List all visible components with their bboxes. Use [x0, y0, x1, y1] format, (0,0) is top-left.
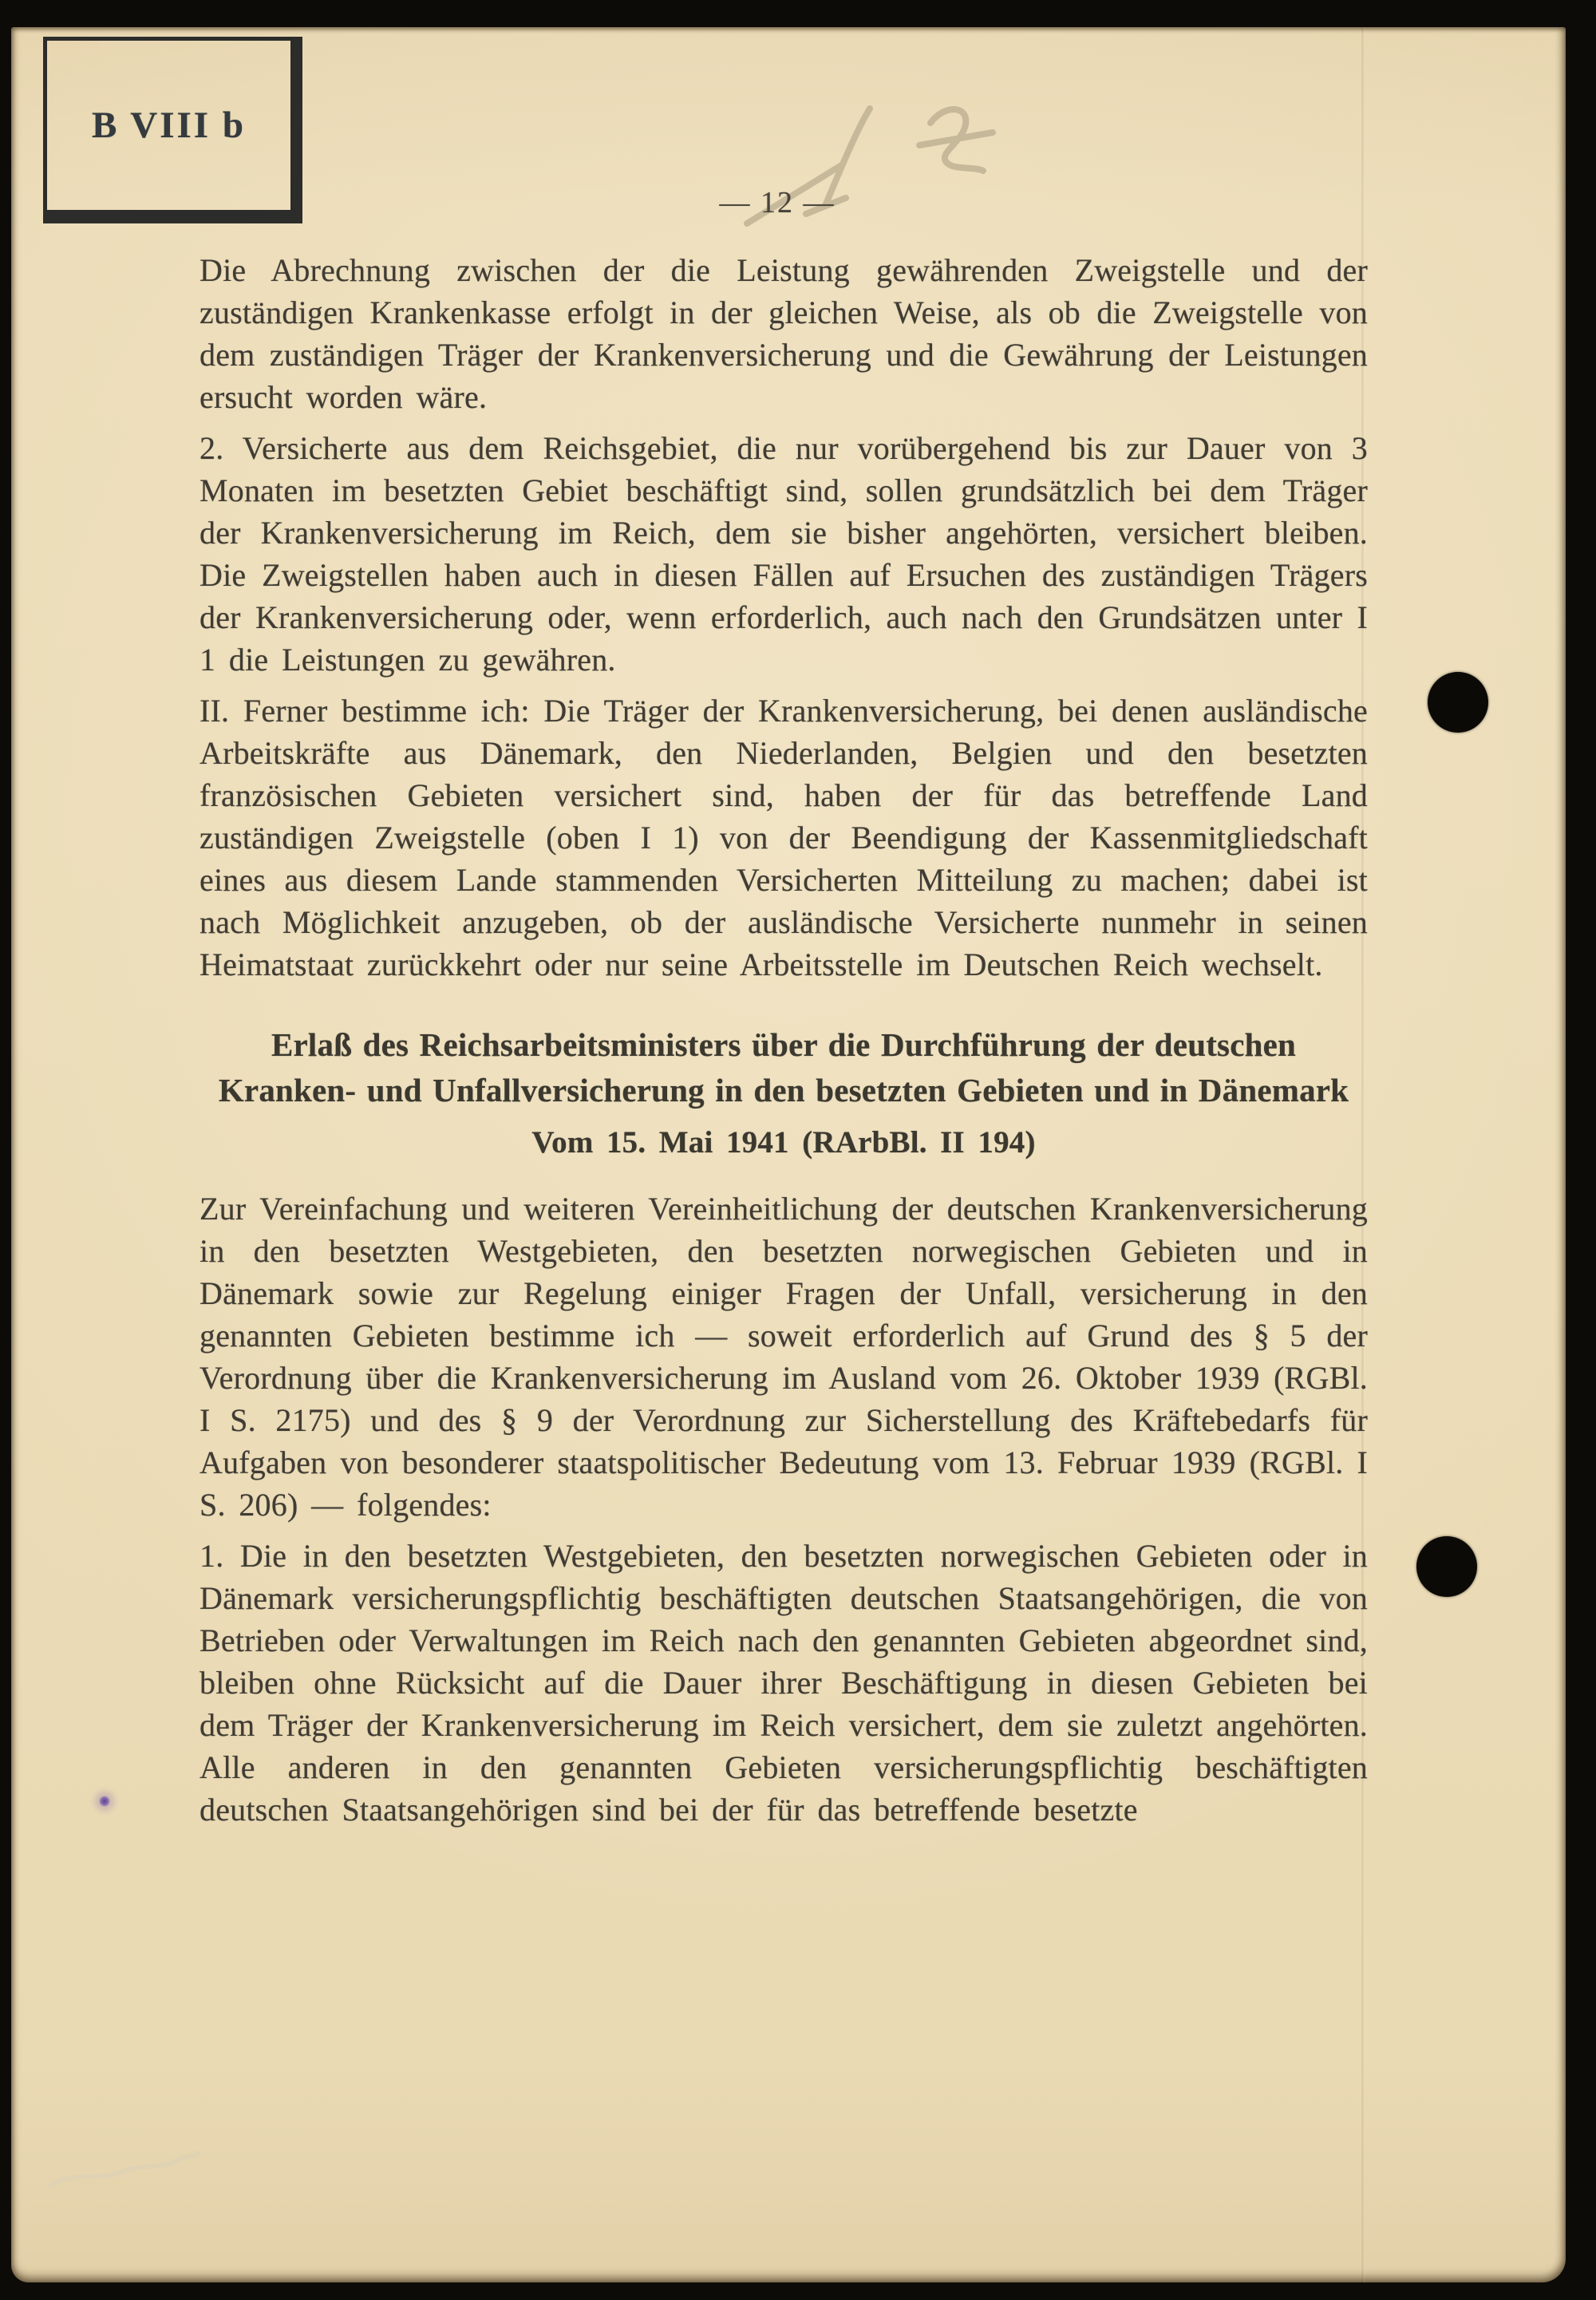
document-body	[200, 249, 1368, 1840]
paragraph-section-ii: II. Ferner bestimme ich: Die Träger der Krankenversicherung, bei denen ausländische Arbeitskräfte aus Dänemark, den Niederlanden, Belgien und den besetzten französischen Gebieten versichert sind, haben der für das betreffende Land zuständigen Zweigstelle (oben I 1) von der Beendigung der Kassenmitgliedschaft eines aus diesem Lande stammenden Versicherten Mitteilung zu machen; dabei ist nach Möglichkeit anzugeben, ob der ausländische Versicherte nunmehr in seinen Heimatstaat zurückkehrt oder nur seine Arbeitsstelle im Deutschen Reich wechselt.	[200, 693, 1368, 982]
decree-heading: Erlaß des Reichsarbeitsministers über die Durchführung der deutschen Kranken- und Unfallversicherung in den besetzten Gebieten und in Dänemark	[218, 1026, 1349, 1109]
paragraph-intro: Zur Vereinfachung und weiteren Vereinheitlichung der deutschen Krankenversicherung in den besetzten Westgebieten, den besetzten norwegischen Gebieten und in Dänemark sowie zur Regelung einiger Fragen der Unfall, versicherung in den genannten Gebieten bestimme ich — soweit erforderlich auf Grund des § 5 der Verordnung über die Krankenversicherung im Ausland vom 26. Oktober 1939 (RGBl. I S. 2175) und des § 9 der Verordnung zur Sicherstellung des Kräftebedarfs für Aufgaben von besonderer staatspolitischer Bedeutung vom 13. Februar 1939 (RGBl. I S. 206) — folgendes:	[200, 1191, 1368, 1523]
pencil-annotation	[729, 72, 1065, 255]
paragraph-item-2: 2. Versicherte aus dem Reichsgebiet, die nur vorübergehend bis zur Dauer von 3 Monaten im besetzten Gebiet beschäftigt sind, sollen grundsätzlich bei dem Träger der Krankenversicherung im Reich, dem sie bisher angehörten, versichert bleiben. Die Zweigstellen haben auch in diesen Fällen auf Ersuchen des zuständigen Trägers der Krankenversicherung oder, wenn erforderlich, auch nach den Grundsätzen unter I 1 die Leistungen zu gewähren.	[200, 430, 1368, 678]
document-page	[11, 27, 1566, 2282]
paragraph-item-1: 1. Die in den besetzten Westgebieten, den besetzten norwegischen Gebieten oder in Dänemark versicherungspflichtig beschäftigten deutschen Staatsangehörigen, die von Betrieben oder Verwaltungen im Reich nach den genannten Gebieten abgeordnet sind, bleiben ohne Rücksicht auf die Dauer ihrer Beschäftigung in diesen Gebieten bei dem Träger der Krankenversicherung im Reich versichert, dem sie zuletzt angehörten. Alle anderen in den genannten Gebieten versicherungspflichtig beschäftigten deutschen Staatsangehörigen sind bei der für das betreffende besetzte	[200, 1538, 1368, 1828]
punch-hole-top	[1428, 672, 1488, 733]
margin-scribble	[43, 2142, 219, 2206]
classification-label: B VIII b	[92, 105, 246, 146]
decree-date: Vom 15. Mai 1941 (RArbBl. II 194)	[531, 1125, 1036, 1160]
punch-hole-bottom	[1416, 1536, 1477, 1597]
ink-dot	[98, 1795, 111, 1808]
paragraph-continuation: Die Abrechnung zwischen der die Leistung gewährenden Zweigstelle und der zuständigen Krankenkasse erfolgt in der gleichen Weise, als ob die Zweigstelle von dem zuständigen Träger der Krankenversicherung und die Gewährung der Leistungen ersucht worden wäre.	[200, 252, 1368, 415]
page-number: — 12 —	[719, 186, 836, 219]
classification-box	[43, 37, 302, 223]
